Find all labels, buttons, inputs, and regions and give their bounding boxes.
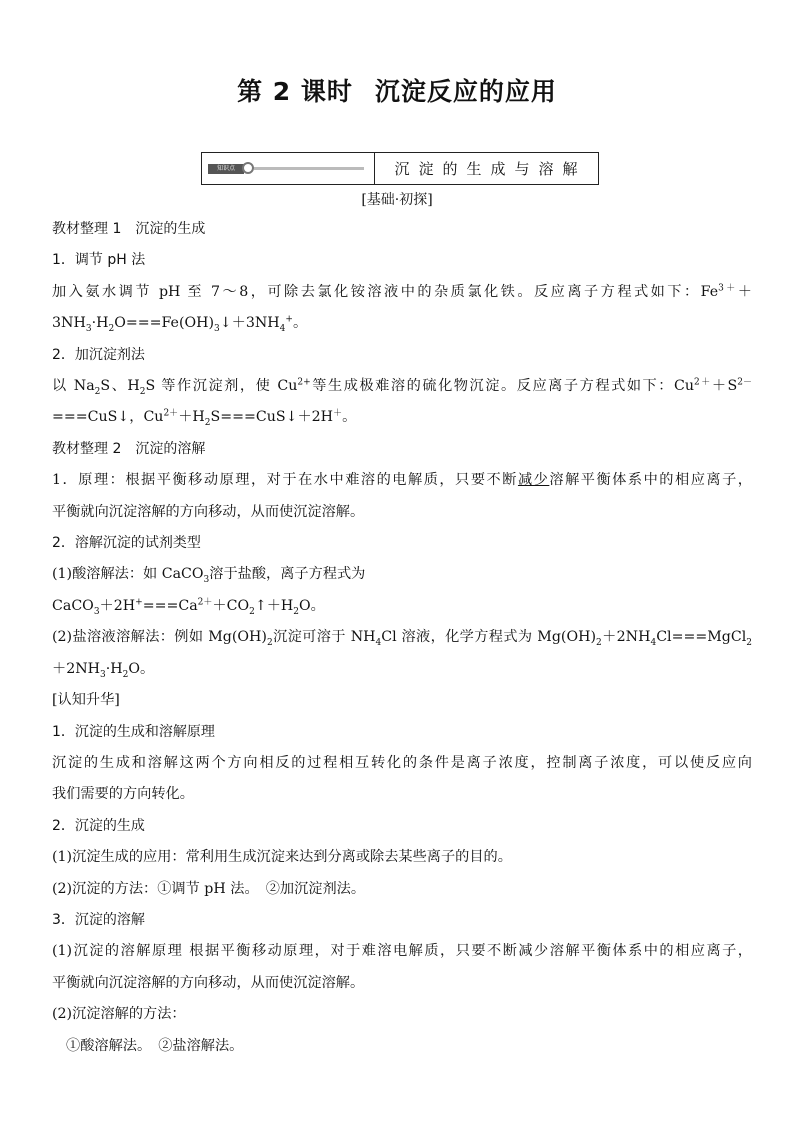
heading-formation: 2．沉淀的生成	[52, 817, 145, 834]
paragraph-line: (2)沉淀溶解的方法：	[52, 1006, 186, 1023]
circle-icon	[242, 162, 254, 174]
heading-reagent-types: 2．溶解沉淀的试剂类型	[52, 535, 201, 552]
page-title	[0, 72, 794, 108]
paragraph-line: 以 $Na_2S$、$H_2S$ 等作沉淀剂，使 $Cu^{2+}$等生成极难溶的硫化物沉淀。反应离子方程式如下：$Cu^{2+}+S^{2-}$	[52, 377, 752, 397]
heading-textbook-1: 教材整理 1 沉淀的生成	[52, 221, 206, 237]
document-body	[52, 214, 752, 1062]
equation-line: $3NH_3\cdot H_2O===Fe(OH)_3↓+3NH_4^+$。	[52, 314, 308, 335]
section-tag: [基础·初探]	[361, 192, 433, 208]
title-topic: 沉淀反应的应用	[374, 77, 557, 106]
title-lesson: 第 2 课时	[237, 77, 353, 106]
heading-dissolution: 3．沉淀的溶解	[52, 911, 145, 928]
banner-decoration	[202, 153, 375, 184]
equation-line: $+2NH_3\cdot H_2O$。	[52, 660, 155, 680]
paragraph-line: 平衡就向沉淀溶解的方向移动，从而使沉淀溶解。	[52, 974, 365, 991]
knowledge-point-badge: 知识点	[208, 164, 244, 174]
paragraph-line: (1)沉淀的溶解原理 根据平衡移动原理，对于难溶电解质，只要不断减少溶解平衡体系中的相应离子，	[52, 943, 752, 960]
section-banner	[201, 152, 599, 185]
paragraph-line: 平衡就向沉淀溶解的方向移动，从而使沉淀溶解。	[52, 503, 365, 520]
equation-line: ===CuS↓，$Cu^{2+}+H_2S===CuS↓+2H^+$。	[52, 408, 357, 429]
paragraph-line: 沉淀的生成和溶解这两个方向相反的过程相互转化的条件是离子浓度，控制离子浓度，可以使反应向	[52, 754, 752, 771]
paragraph-line: 加入氨水调节 pH 至 7～8，可除去氯化铵溶液中的杂质氯化铁。反应离子方程式如下：$Fe^{3+}+$	[52, 283, 752, 300]
heading-cognitive: [认知升华]	[52, 692, 120, 709]
heading-ph-method: 1．调节 pH 法	[52, 252, 146, 269]
heading-precipitant-method: 2．加沉淀剂法	[52, 346, 145, 363]
section-label: 沉淀的生成与溶解	[394, 160, 587, 178]
heading-principle: 1．沉淀的生成和溶解原理	[52, 723, 215, 740]
decorative-line	[254, 167, 364, 170]
paragraph-line: 我们需要的方向转化。	[52, 786, 194, 803]
heading-textbook-2: 教材整理 2 沉淀的溶解	[52, 440, 206, 457]
paragraph-line: (2)沉淀的方法：①调节 pH 法。 ②加沉淀剂法。	[52, 880, 366, 897]
paragraph-line: (2)盐溶液溶解法：例如 $Mg(OH)_2$沉淀可溶于 $NH_4Cl$ 溶液，化学方程式为 $Mg(OH)_2+2NH_4Cl===MgCl_2$	[52, 629, 752, 649]
equation-line: $CaCO_3+2H^+===Ca^{2+}+CO_2↑+H_2O$。	[52, 597, 325, 617]
paragraph-line: ①酸溶解法。 ②盐溶解法。	[66, 1037, 244, 1054]
paragraph-line: (1)酸溶解法：如 CaCO$_3$溶于盐酸，离子方程式为	[52, 566, 366, 586]
paragraph-line: (1)沉淀生成的应用：常利用生成沉淀来达到分离或除去某些离子的目的。	[52, 849, 512, 866]
paragraph-line: 1．原理：根据平衡移动原理，对于在水中难溶的电解质，只要不断减少溶解平衡体系中的相应离子，	[52, 472, 752, 489]
